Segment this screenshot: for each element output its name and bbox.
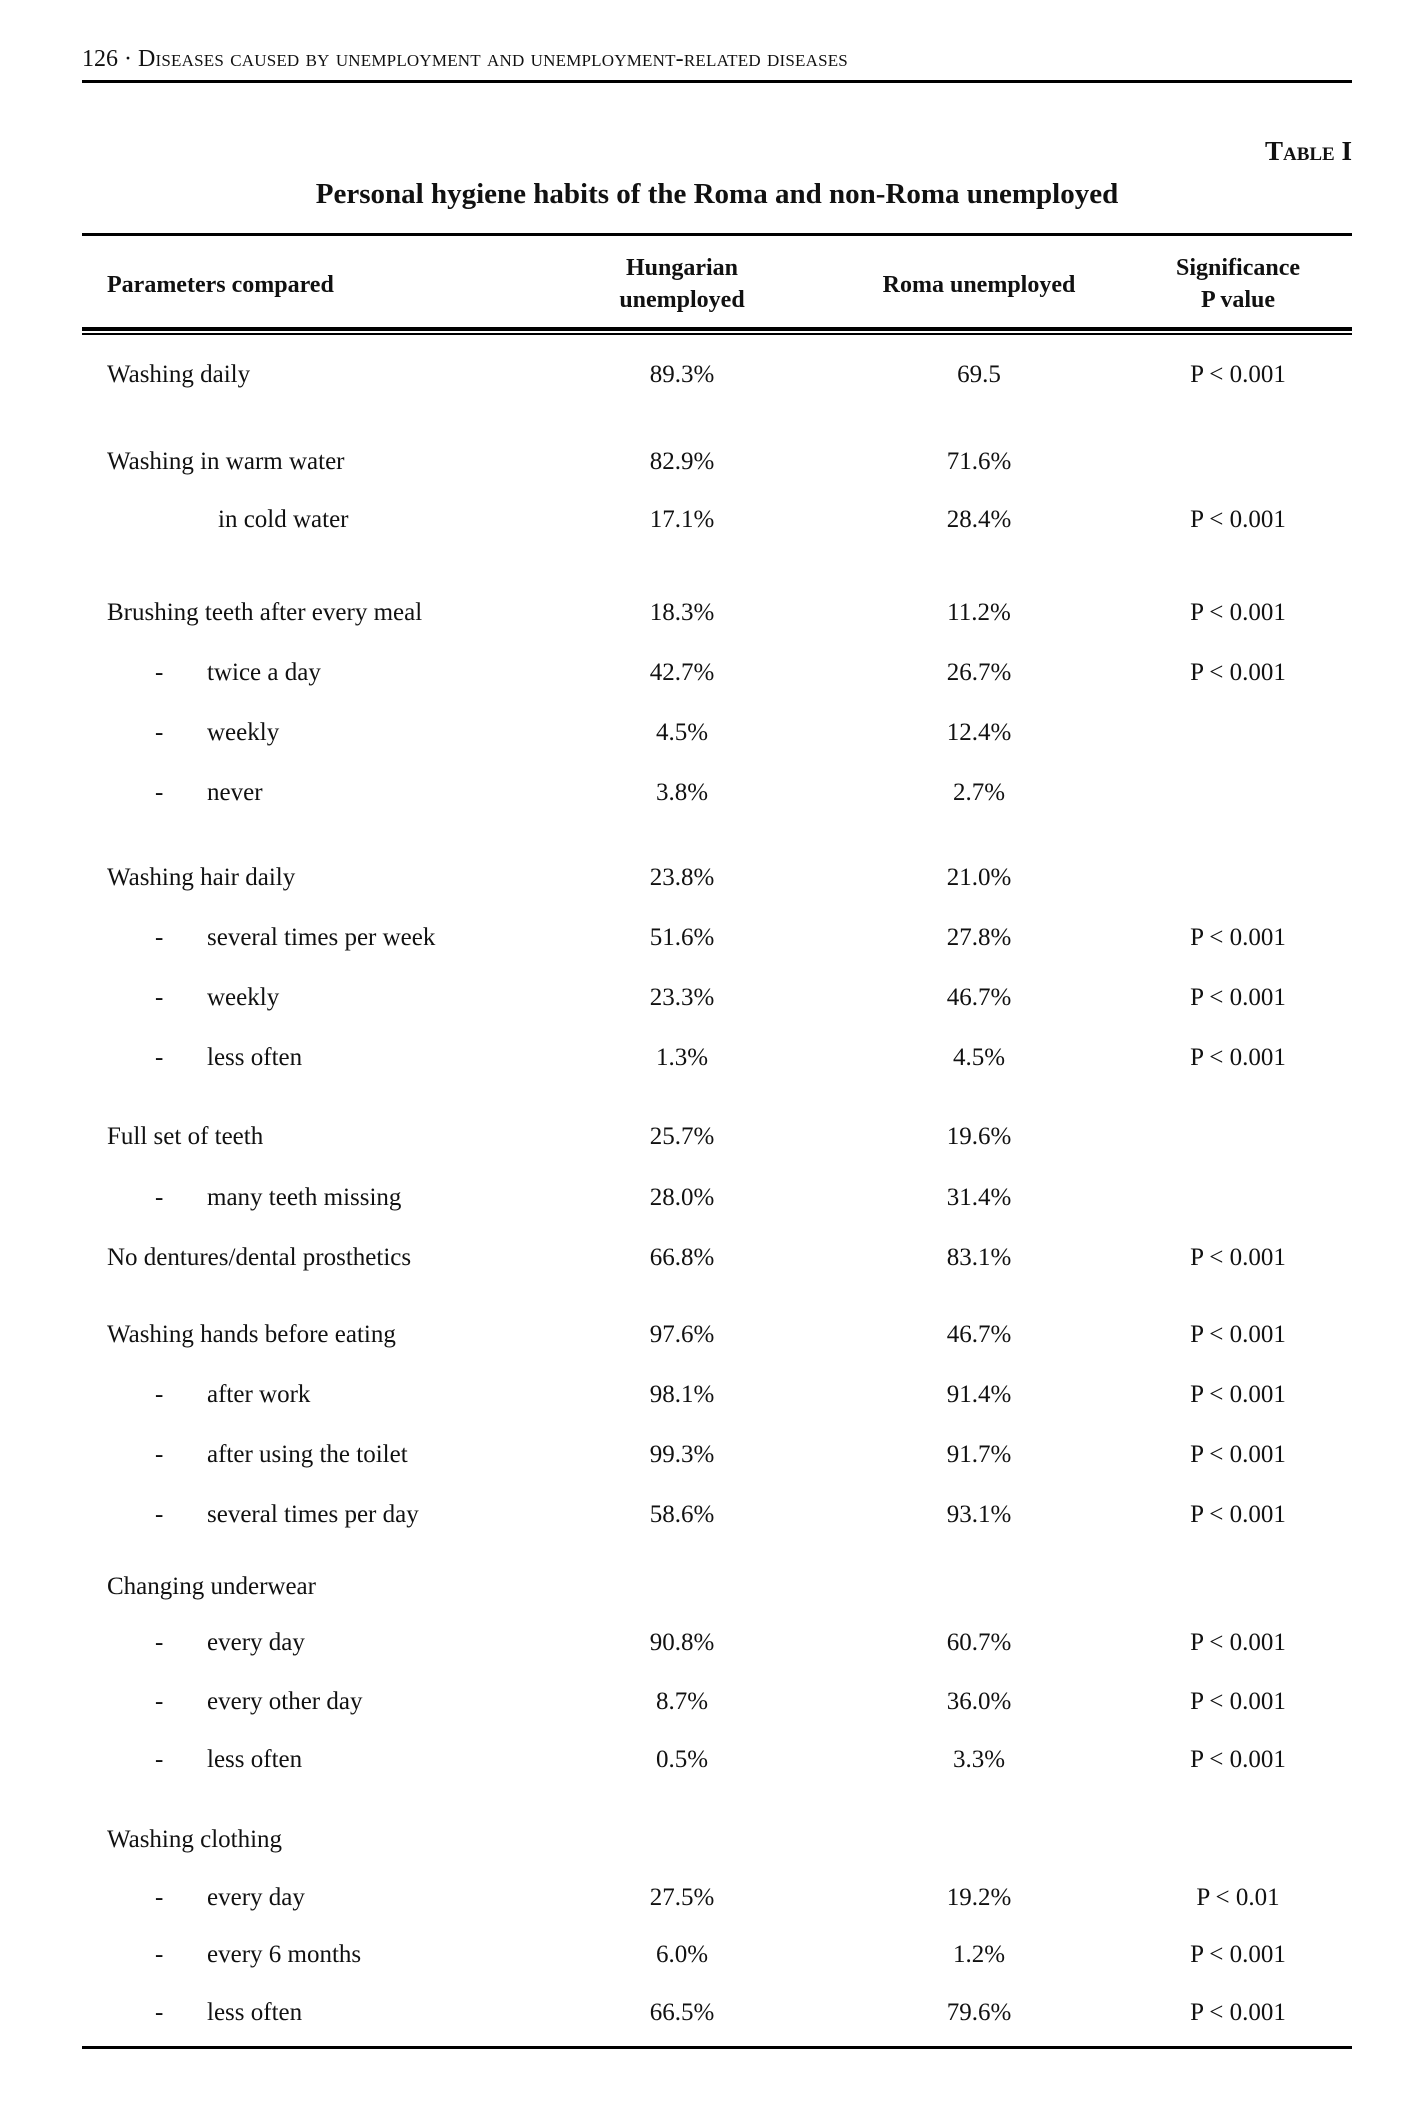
row-label: every day: [207, 1629, 305, 1656]
roma-value: 27.8%: [946, 924, 1012, 951]
table-row: [0, 1435, 1415, 1475]
table-row: [0, 1567, 1415, 1607]
p-value: P < 0.001: [1190, 1044, 1286, 1071]
p-value: P < 0.001: [1190, 1629, 1286, 1656]
table-row: [0, 355, 1415, 395]
hungarian-value: 6.0%: [655, 1941, 709, 1968]
row-dash: -: [155, 1746, 164, 1773]
row-label: Washing hands before eating: [107, 1321, 396, 1348]
roma-value: 2.7%: [952, 779, 1006, 806]
hungarian-value: 17.1%: [649, 506, 715, 533]
header-roma: Roma unemployed: [882, 272, 1076, 298]
row-dash: -: [155, 1941, 164, 1968]
table-row: [0, 1238, 1415, 1278]
table-row: [0, 1117, 1415, 1157]
p-value: P < 0.001: [1190, 984, 1286, 1011]
p-value: P < 0.01: [1196, 1884, 1280, 1911]
hungarian-value: 66.8%: [649, 1244, 715, 1271]
p-value: P < 0.001: [1190, 1441, 1286, 1468]
hungarian-value: 27.5%: [649, 1884, 715, 1911]
header-hungarian-line2: unemployed: [619, 287, 745, 313]
row-dash: -: [155, 1184, 164, 1211]
roma-value: 71.6%: [946, 448, 1012, 475]
roma-value: 21.0%: [946, 864, 1012, 891]
running-head: [82, 46, 848, 73]
roma-value: 36.0%: [946, 1688, 1012, 1715]
row-label: Brushing teeth after every meal: [107, 599, 423, 626]
row-label: in cold water: [218, 506, 349, 533]
hungarian-value: 51.6%: [649, 924, 715, 951]
row-dash: -: [155, 659, 164, 686]
row-label: every 6 months: [207, 1941, 362, 1968]
header-double-rule-bottom: [82, 333, 1352, 335]
p-value: P < 0.001: [1190, 1501, 1286, 1528]
table-row: [0, 1178, 1415, 1218]
row-label: several times per week: [207, 924, 436, 951]
row-label: Changing underwear: [107, 1573, 316, 1600]
roma-value: 46.7%: [946, 984, 1012, 1011]
table-row: [0, 978, 1415, 1018]
row-label: twice a day: [207, 659, 321, 686]
p-value: P < 0.001: [1190, 1381, 1286, 1408]
roma-value: 19.6%: [946, 1123, 1012, 1150]
row-label: less often: [207, 1999, 303, 2026]
separator: ·: [124, 46, 132, 72]
row-dash: -: [155, 1999, 164, 2026]
table-row: [0, 773, 1415, 813]
row-label: Washing clothing: [107, 1826, 283, 1853]
p-value: P < 0.001: [1190, 1688, 1286, 1715]
row-dash: -: [155, 1884, 164, 1911]
roma-value: 4.5%: [952, 1044, 1006, 1071]
table-top-rule: [82, 233, 1352, 236]
hungarian-value: 23.8%: [649, 864, 715, 891]
p-value: P < 0.001: [1190, 659, 1286, 686]
row-label: several times per day: [207, 1501, 419, 1528]
roma-value: 46.7%: [946, 1321, 1012, 1348]
table-row: [0, 1495, 1415, 1535]
row-label: Full set of teeth: [107, 1123, 264, 1150]
row-label: weekly: [207, 719, 280, 746]
table-row: [0, 442, 1415, 482]
row-dash: -: [155, 1688, 164, 1715]
p-value: P < 0.001: [1190, 924, 1286, 951]
roma-value: 11.2%: [947, 599, 1011, 626]
row-dash: -: [155, 779, 164, 806]
roma-value: 1.2%: [952, 1941, 1006, 1968]
roma-value: 91.4%: [946, 1381, 1012, 1408]
hungarian-value: 0.5%: [655, 1746, 709, 1773]
p-value: P < 0.001: [1190, 1746, 1286, 1773]
table-row: [0, 1623, 1415, 1663]
row-dash: -: [155, 984, 164, 1011]
p-value: P < 0.001: [1190, 506, 1286, 533]
row-dash: -: [155, 1441, 164, 1468]
hungarian-value: 8.7%: [655, 1688, 709, 1715]
roma-value: 91.7%: [946, 1441, 1012, 1468]
roma-value: 12.4%: [946, 719, 1012, 746]
hungarian-value: 97.6%: [649, 1321, 715, 1348]
hungarian-value: 89.3%: [649, 361, 715, 388]
p-value: P < 0.001: [1190, 1999, 1286, 2026]
row-dash: -: [155, 719, 164, 746]
p-value: P < 0.001: [1190, 1941, 1286, 1968]
roma-value: 69.5: [957, 361, 1001, 388]
hungarian-value: 18.3%: [649, 599, 715, 626]
hungarian-value: 4.5%: [655, 719, 709, 746]
row-dash: -: [155, 1501, 164, 1528]
table-bottom-rule: [82, 2046, 1352, 2049]
roma-value: 28.4%: [946, 506, 1012, 533]
roma-value: 26.7%: [946, 659, 1012, 686]
table-label: Table I: [1264, 136, 1352, 166]
table-row: [0, 1935, 1415, 1975]
roma-value: 19.2%: [946, 1884, 1012, 1911]
header-significance: [1138, 252, 1338, 316]
hungarian-value: 58.6%: [649, 1501, 715, 1528]
hungarian-value: 90.8%: [649, 1629, 715, 1656]
running-title: Diseases caused by unemployment and unemployment-related diseases: [138, 46, 848, 72]
row-label: less often: [207, 1746, 303, 1773]
row-label: Washing in warm water: [107, 448, 345, 475]
row-label: every day: [207, 1884, 305, 1911]
table-row: [0, 1820, 1415, 1860]
table-row: [0, 1038, 1415, 1078]
header-rule: [82, 80, 1352, 83]
table-row: [0, 593, 1415, 633]
p-value: P < 0.001: [1190, 1244, 1286, 1271]
table-row: [0, 1315, 1415, 1355]
table-row: [0, 1375, 1415, 1415]
table-row: [0, 858, 1415, 898]
table-row: [0, 713, 1415, 753]
roma-value: 3.3%: [952, 1746, 1006, 1773]
hungarian-value: 3.8%: [655, 779, 709, 806]
row-label: Washing hair daily: [107, 864, 296, 891]
row-label: after using the toilet: [207, 1441, 408, 1468]
page-number: 126: [82, 46, 118, 72]
table-row: [0, 1740, 1415, 1780]
table-row: [0, 500, 1415, 540]
roma-value: 60.7%: [946, 1629, 1012, 1656]
table-row: [0, 1682, 1415, 1722]
row-label: many teeth missing: [207, 1184, 402, 1211]
hungarian-value: 1.3%: [655, 1044, 709, 1071]
row-label: after work: [207, 1381, 311, 1408]
table-row: [0, 918, 1415, 958]
header-significance-line2: P value: [1200, 287, 1275, 313]
roma-value: 93.1%: [946, 1501, 1012, 1528]
hungarian-value: 82.9%: [649, 448, 715, 475]
table-row: [0, 1993, 1415, 2033]
hungarian-value: 66.5%: [649, 1999, 715, 2026]
hungarian-value: 28.0%: [649, 1184, 715, 1211]
header-parameters: Parameters compared: [107, 272, 334, 298]
header-double-rule-top: [82, 327, 1352, 331]
header-hungarian: [582, 252, 782, 316]
p-value: P < 0.001: [1190, 599, 1286, 626]
row-dash: -: [155, 1044, 164, 1071]
hungarian-value: 42.7%: [649, 659, 715, 686]
roma-value: 79.6%: [946, 1999, 1012, 2026]
row-dash: -: [155, 1629, 164, 1656]
row-label: No dentures/dental prosthetics: [107, 1244, 412, 1271]
row-label: less often: [207, 1044, 303, 1071]
table-row: [0, 1878, 1415, 1918]
header-significance-line1: Significance: [1176, 255, 1300, 281]
roma-value: 83.1%: [946, 1244, 1012, 1271]
row-label: never: [207, 779, 263, 806]
header-hungarian-line1: Hungarian: [625, 255, 739, 281]
hungarian-value: 98.1%: [649, 1381, 715, 1408]
row-dash: -: [155, 1381, 164, 1408]
hungarian-value: 99.3%: [649, 1441, 715, 1468]
table-row: [0, 653, 1415, 693]
hungarian-value: 25.7%: [649, 1123, 715, 1150]
row-label: every other day: [207, 1688, 363, 1715]
row-dash: -: [155, 924, 164, 951]
p-value: P < 0.001: [1190, 1321, 1286, 1348]
table-title: Personal hygiene habits of the Roma and non-Roma unemployed: [315, 178, 1119, 210]
row-label: weekly: [207, 984, 280, 1011]
p-value: P < 0.001: [1190, 361, 1286, 388]
roma-value: 31.4%: [946, 1184, 1012, 1211]
hungarian-value: 23.3%: [649, 984, 715, 1011]
row-label: Washing daily: [107, 361, 251, 388]
